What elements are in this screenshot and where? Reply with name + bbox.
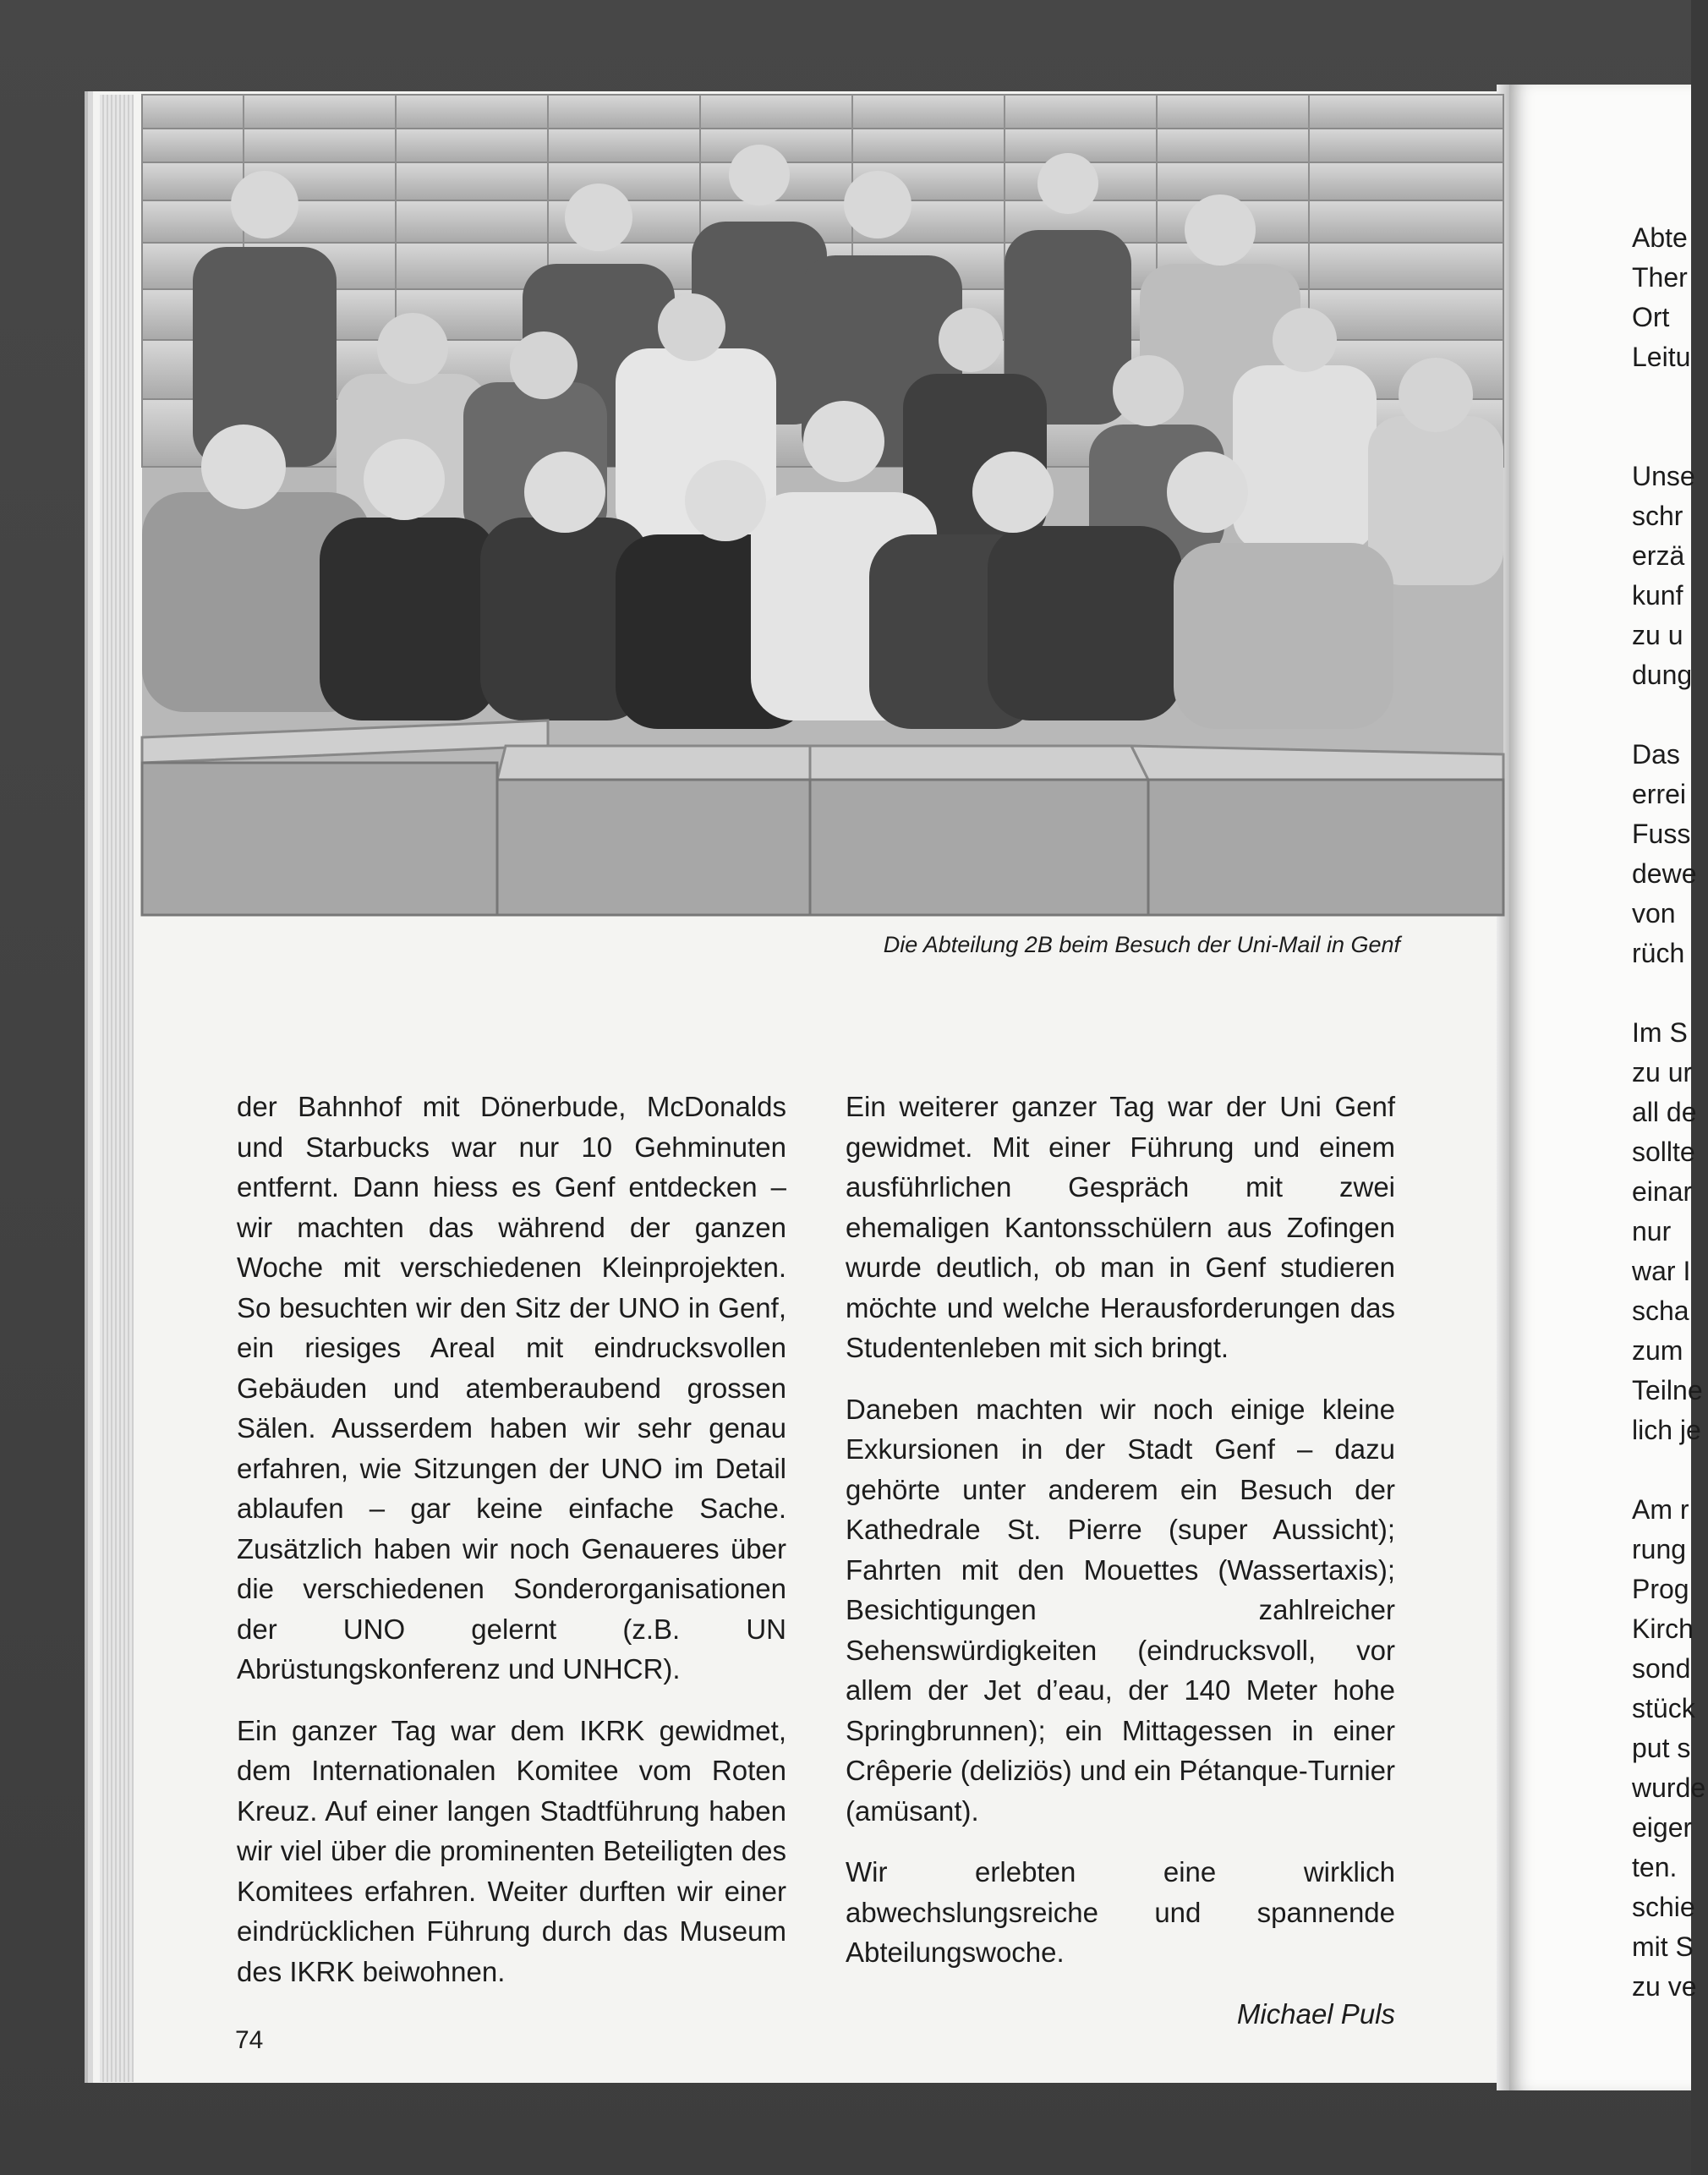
right-page-line: all de	[1632, 1097, 1697, 1127]
right-page-text	[1632, 218, 1708, 2007]
right-page-line: von	[1632, 898, 1676, 929]
page-stack-edge	[100, 95, 134, 2082]
right-page-line: einar	[1632, 1176, 1693, 1207]
right-page-line: put s	[1632, 1733, 1691, 1763]
paragraph: Ein weiterer ganzer Tag war der Uni Genf gewidmet. Mit einer Führung und einem ausführlichen Gespräch mit zwei ehemaligen Kantonsschülern aus Zofingen wurde deutlich, ob man in Genf studieren möchte und welche Herausforderungen das Studentenleben mit sich bringt.	[846, 1091, 1395, 1363]
paragraph: Wir erlebten eine wirklich abwechslungsreiche und spannende Abteilungswoche.	[846, 1856, 1395, 1968]
right-page-line: rung	[1632, 1534, 1687, 1564]
right-page-line: sond	[1632, 1653, 1691, 1684]
author-signature: Michael Puls	[1236, 1997, 1395, 2030]
right-page-line: lich je	[1632, 1415, 1701, 1445]
right-page-line	[1632, 1450, 1708, 1490]
right-page-line: Teilne	[1632, 1375, 1703, 1405]
right-page-text-clip	[1628, 216, 1706, 2051]
right-page-line: war I	[1632, 1256, 1691, 1286]
right-page-line: Ther	[1632, 262, 1688, 293]
right-page-line: Unse	[1632, 461, 1695, 491]
right-page-line: Prog	[1632, 1574, 1689, 1604]
right-page-line	[1632, 973, 1708, 1013]
show-through-text	[254, 998, 260, 1027]
right-page-line: ten.	[1632, 1852, 1678, 1882]
right-page-line: dewe	[1632, 858, 1697, 889]
page-number: 74	[235, 2026, 264, 2054]
right-page-line: stück	[1632, 1693, 1695, 1723]
paragraph: der Bahnhof mit Dönerbude, McDonalds und Starbucks war nur 10 Gehminuten entfernt. Dann hiess es Genf entdecken – wir machten das während der ganzen Woche mit verschiedenen Kleinprojekten. So besuchten wir den Sitz der UNO in Genf, ein riesiges Areal mit eindrucksvollen Gebäuden und atemberaubend grossen Sälen. Ausserdem haben wir sehr genau erfahren, wie Sitzungen der UNO im Detail ablaufen – gar keine einfache Sache. Zusätzlich haben wir noch Genaueres über die verschiedenen Sonderorganisationen der UNO gelernt (z.B. UN Abrüstungskonferenz und UNHCR).	[237, 1091, 786, 1685]
group-photo	[142, 95, 1503, 915]
right-page-line: Fuss	[1632, 819, 1691, 849]
right-page-line	[1632, 695, 1708, 735]
right-page-line: eiger	[1632, 1812, 1693, 1843]
group-photo-illustration	[142, 95, 1503, 915]
right-page-line	[1632, 377, 1708, 417]
paragraph: Ein ganzer Tag war dem IKRK gewidmet, dem Internationalen Komitee vom Roten Kreuz. Auf einer langen Stadtführung haben wir viel über die prominenten Beteiligten des Komitees erfahren. Weiter durften wir einer eindrücklichen Führung durch das Museum des IKRK beiwohnen.	[237, 1714, 786, 1987]
right-page-line: zum	[1632, 1335, 1683, 1366]
right-page-line: Kirch	[1632, 1613, 1694, 1644]
right-page-line: erzä	[1632, 540, 1685, 571]
right-page-line: nur	[1632, 1216, 1672, 1246]
right-page-line: schr	[1632, 501, 1683, 531]
photo-caption: Die Abteilung 2B beim Besuch der Uni-Mail in Genf	[883, 932, 1400, 957]
right-page-line: schie	[1632, 1892, 1695, 1922]
right-page-line: dung	[1632, 660, 1693, 690]
right-page-line: scha	[1632, 1296, 1689, 1326]
right-page-line: mit S	[1632, 1931, 1694, 1962]
right-page-line: rüch	[1632, 938, 1685, 968]
right-page-line: Ort	[1632, 302, 1670, 332]
right-page-line: kunf	[1632, 580, 1683, 611]
right-page-line: Abte	[1632, 222, 1688, 253]
right-page-line: zu ur	[1632, 1057, 1693, 1088]
right-page-line: Leitu	[1632, 342, 1691, 372]
right-page-line: Am r	[1632, 1494, 1689, 1525]
right-page-line: Im S	[1632, 1017, 1688, 1048]
right-page-line: errei	[1632, 779, 1687, 809]
right-page-line: sollte	[1632, 1137, 1695, 1167]
right-page-line: wurde	[1632, 1772, 1706, 1803]
article-column-right	[846, 1087, 1395, 2055]
right-page-line: Das	[1632, 739, 1680, 770]
right-page-line	[1632, 417, 1708, 457]
right-page-line: zu u	[1632, 620, 1683, 650]
article-column-left	[237, 1087, 786, 2013]
paragraph: Daneben machten wir noch einige kleine Exkursionen in der Stadt Genf – dazu gehörte unter anderem ein Besuch der Kathedrale St. Pierre (super Aussicht); Fahrten mit den Mouettes (Wassertaxis); Besichtigungen zahlreicher Sehenswürdigkeiten (eindrucksvoll, vor allem der Jet d’eau, der 140 Meter hohe Springbrunnen); ein Mittagessen in einer Crêperie (deliziös) und ein Pétanque-Turnier (amüsant).	[846, 1393, 1395, 1827]
right-page-line: zu ve	[1632, 1971, 1697, 2002]
